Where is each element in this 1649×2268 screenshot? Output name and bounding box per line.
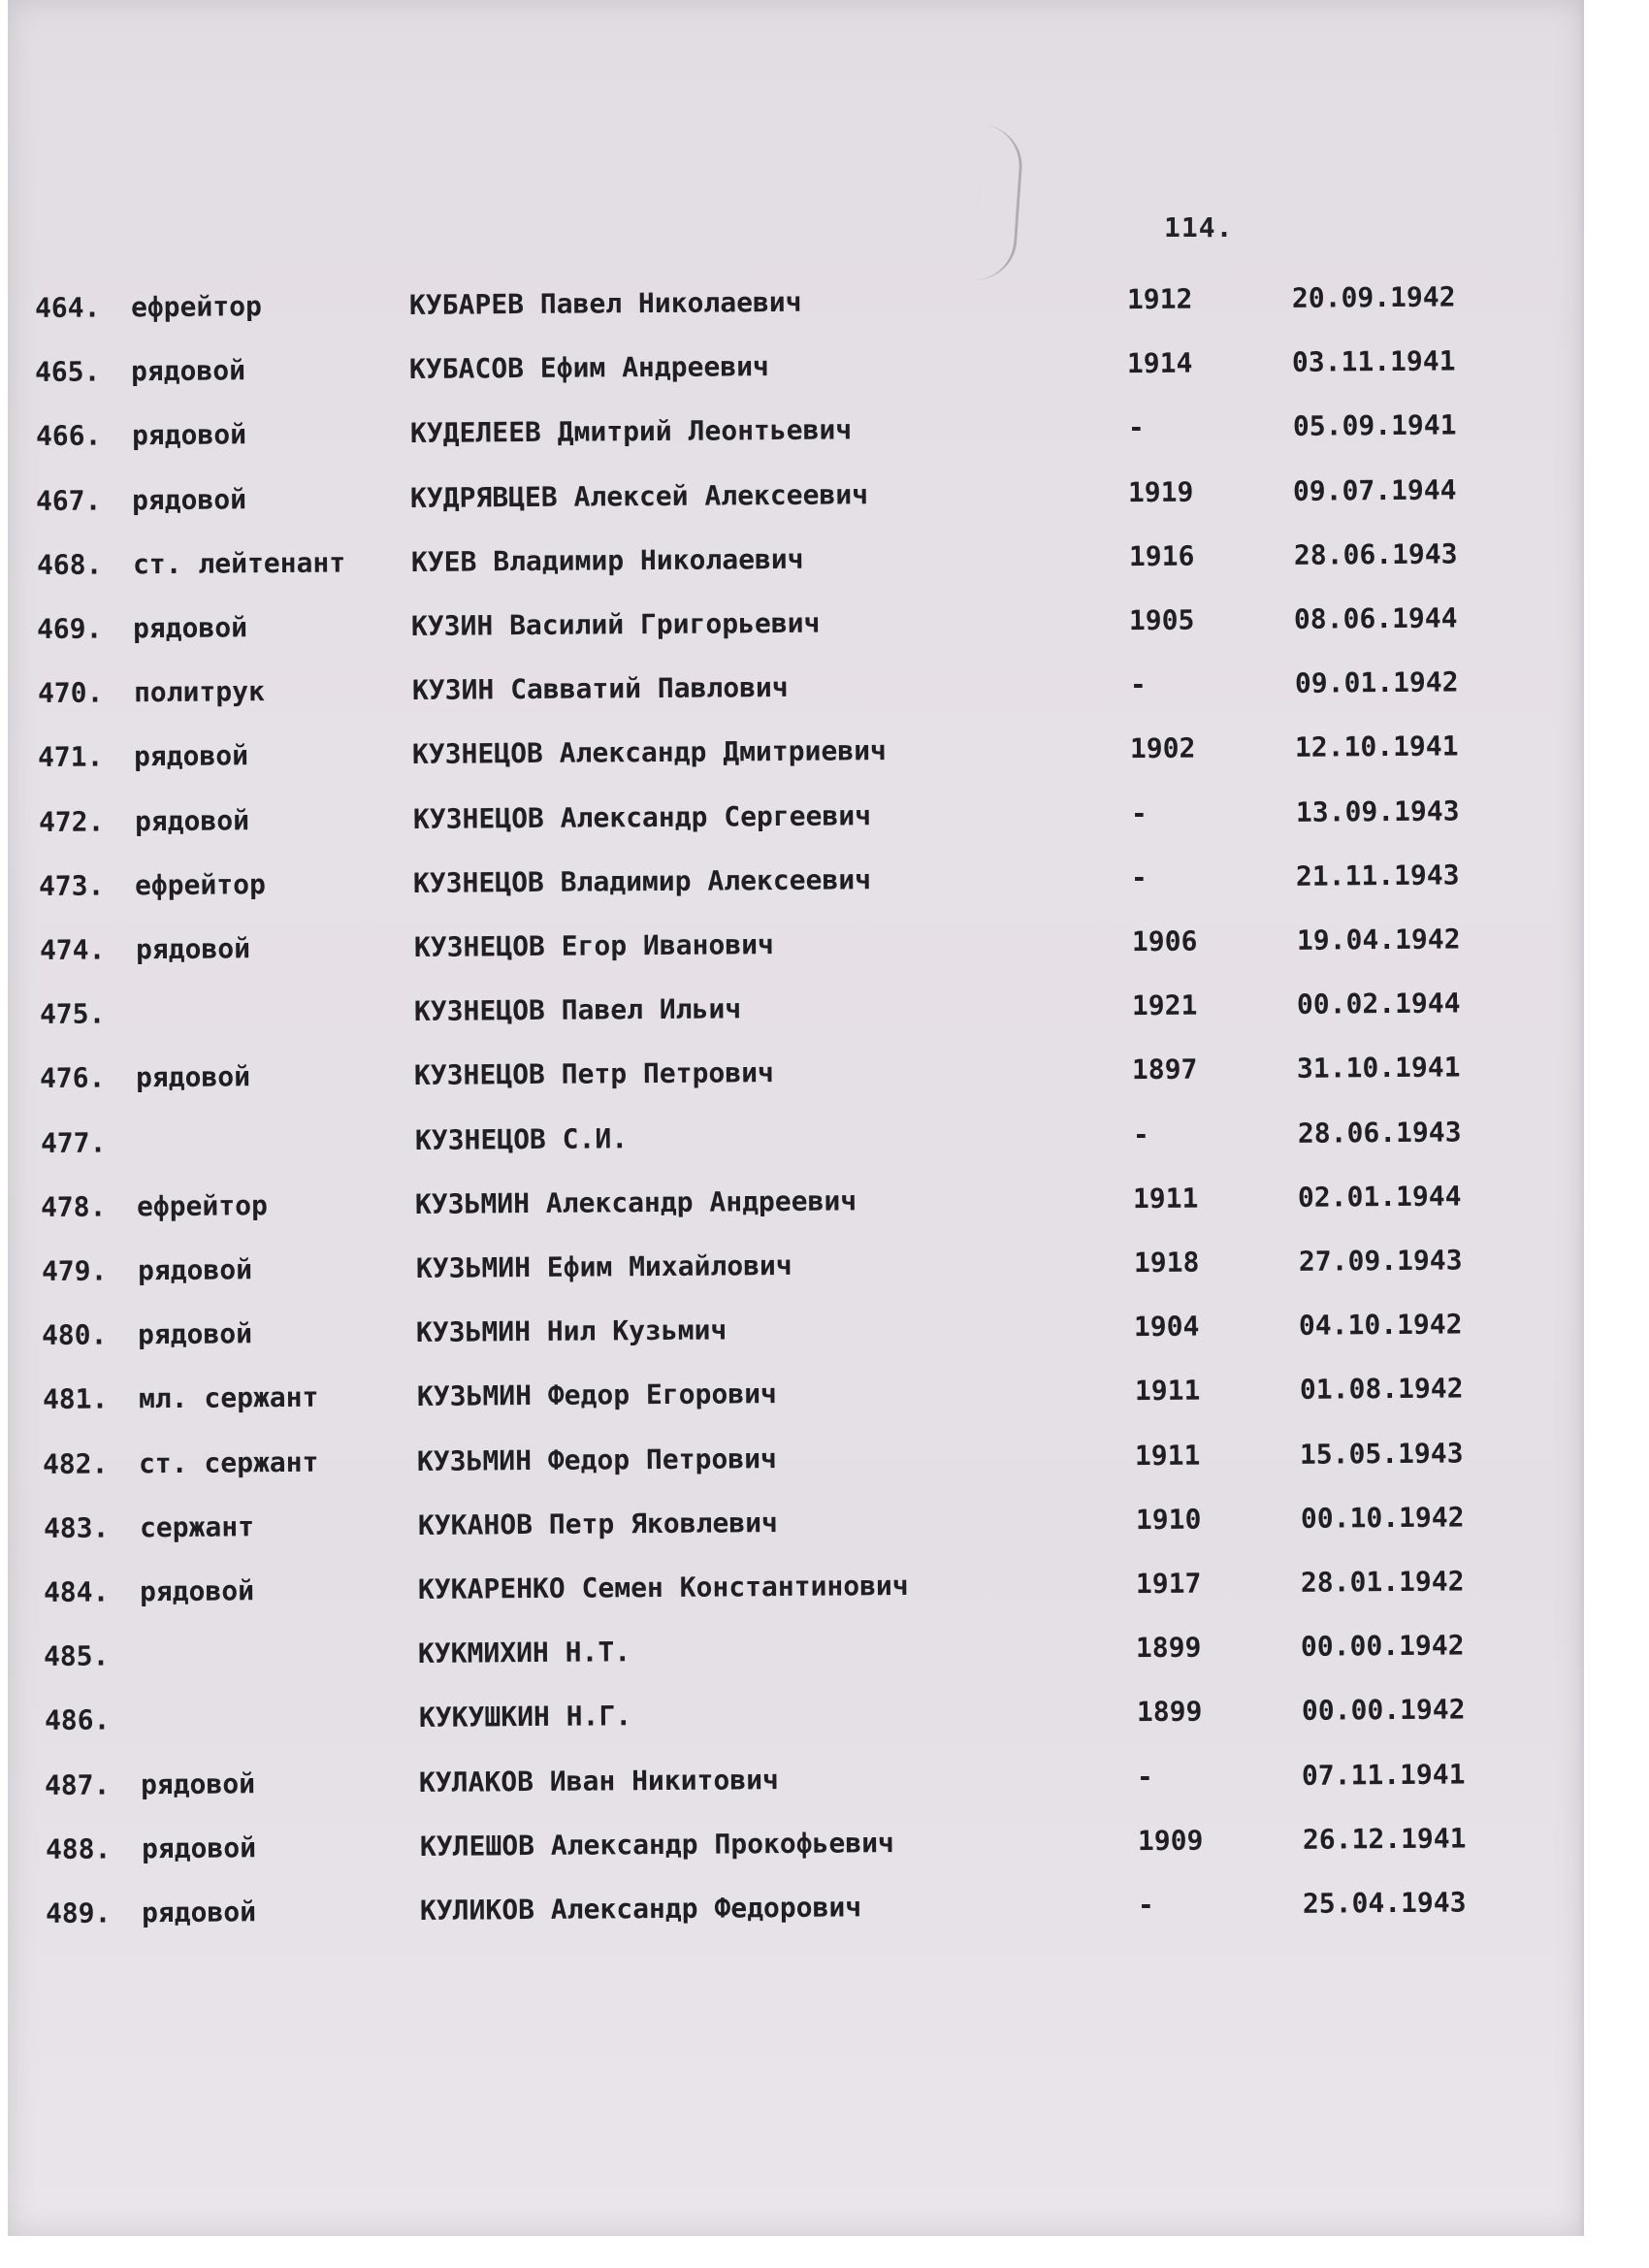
entry-date: 26.12.1941 — [1302, 1822, 1467, 1856]
list-item — [43, 1496, 1556, 1550]
entry-birth-year: - — [1132, 1118, 1149, 1150]
page-number: 114. — [1164, 211, 1234, 243]
entry-number: 474. — [39, 933, 106, 966]
entry-date: 02.01.1944 — [1298, 1180, 1462, 1214]
entry-rank: рядовой — [136, 1060, 251, 1094]
entry-rank: рядовой — [134, 739, 249, 773]
list-item — [42, 1367, 1555, 1421]
entry-name: КУКАНОВ Петр Яковлевич — [417, 1506, 778, 1541]
entry-birth-year: - — [1130, 860, 1148, 893]
entry-birth-year: 1906 — [1131, 924, 1198, 958]
entry-number: 479. — [41, 1254, 108, 1287]
entry-number: 481. — [42, 1382, 109, 1416]
list-item — [36, 404, 1549, 458]
entry-name: КУЛЕШОВ Александр Прокофьевич — [419, 1826, 894, 1863]
entry-number: 476. — [40, 1061, 106, 1095]
entry-number: 469. — [37, 612, 103, 645]
entry-rank: рядовой — [134, 803, 249, 837]
entry-date: 07.11.1941 — [1302, 1758, 1467, 1792]
entry-name: КУЗНЕЦОВ Павел Ильич — [413, 992, 742, 1028]
entry-number: 465. — [35, 355, 101, 389]
entry-birth-year: 1911 — [1134, 1439, 1201, 1472]
list-item — [37, 597, 1550, 651]
entry-birth-year: - — [1138, 1889, 1155, 1922]
entry-rank: рядовой — [133, 611, 248, 645]
entry-rank: рядовой — [138, 1317, 253, 1351]
entry-number: 471. — [38, 740, 104, 774]
entry-date: 28.06.1943 — [1293, 537, 1458, 571]
list-item — [46, 1881, 1559, 1935]
entry-name: КУЗЬМИН Федор Егорович — [416, 1377, 777, 1413]
list-item — [36, 468, 1549, 522]
entry-birth-year: 1899 — [1136, 1696, 1203, 1729]
entry-number: 475. — [39, 997, 106, 1031]
entry-name: КУЗНЕЦОВ Александр Сергеевич — [412, 798, 871, 835]
list-item — [43, 1431, 1556, 1485]
entry-rank: политрук — [133, 675, 265, 709]
entry-date: 21.11.1943 — [1295, 859, 1460, 892]
entry-date: 08.06.1944 — [1294, 601, 1458, 635]
entry-date: 00.00.1942 — [1301, 1629, 1466, 1664]
entry-date: 05.09.1941 — [1292, 408, 1457, 443]
entry-name: КУЕВ Владимир Николаевич — [410, 542, 804, 578]
entry-rank: рядовой — [131, 354, 246, 388]
list-item — [46, 1817, 1559, 1871]
entry-birth-year: 1902 — [1129, 732, 1196, 765]
list-item — [39, 854, 1552, 908]
entry-rank: рядовой — [132, 482, 247, 516]
entry-date: 00.00.1942 — [1301, 1693, 1466, 1728]
entry-name: КУБАРЕВ Павел Николаевич — [408, 285, 802, 321]
list-item — [38, 725, 1551, 779]
entry-birth-year: 1917 — [1135, 1567, 1202, 1601]
entry-rank: ефрейтор — [134, 867, 267, 902]
entry-rank: рядовой — [131, 418, 247, 452]
entry-birth-year: 1916 — [1128, 539, 1195, 572]
entry-birth-year: - — [1127, 411, 1145, 444]
entry-number: 483. — [43, 1511, 110, 1544]
entry-date: 31.10.1941 — [1297, 1051, 1462, 1085]
entry-name: КУКАРЕНКО Семен Константинович — [417, 1569, 909, 1605]
entry-name: КУБАСОВ Ефим Андреевич — [409, 350, 770, 386]
list-item — [41, 1110, 1554, 1164]
entry-birth-year: 1897 — [1132, 1053, 1198, 1086]
entry-date: 04.10.1942 — [1299, 1308, 1463, 1343]
entry-birth-year: 1909 — [1137, 1824, 1204, 1857]
list-item — [35, 340, 1548, 394]
entry-number: 486. — [44, 1703, 111, 1737]
list-item — [39, 918, 1552, 972]
entry-number: 480. — [42, 1318, 108, 1352]
entry-birth-year: 1905 — [1129, 603, 1195, 637]
list-item — [45, 1752, 1558, 1806]
entry-date: 20.09.1942 — [1291, 280, 1456, 314]
entry-rank: ефрейтор — [130, 290, 262, 324]
list-item — [38, 789, 1551, 843]
entry-date: 01.08.1942 — [1299, 1372, 1464, 1407]
list-item — [41, 1175, 1554, 1229]
entry-date: 13.09.1943 — [1295, 794, 1460, 828]
entry-birth-year: 1910 — [1135, 1503, 1202, 1536]
entry-name: КУЗЬМИН Ефим Михайлович — [415, 1248, 792, 1284]
entry-birth-year: 1911 — [1134, 1375, 1201, 1408]
entry-name: КУЗНЕЦОВ Александр Дмитриевич — [411, 734, 888, 771]
entry-name: КУЗНЕЦОВ С.И. — [414, 1121, 629, 1156]
entry-name: КУЛАКОВ Иван Никитович — [419, 1763, 780, 1798]
entry-rank: мл. сержант — [138, 1381, 319, 1415]
entry-name: КУЗЬМИН Нил Кузьмич — [416, 1313, 728, 1349]
entry-birth-year: 1904 — [1134, 1310, 1200, 1344]
entry-birth-year: 1911 — [1133, 1182, 1199, 1215]
entry-rank: рядовой — [141, 1766, 256, 1800]
list-item — [40, 982, 1553, 1036]
entry-date: 09.01.1942 — [1294, 665, 1459, 700]
entry-name: КУЗИН Василий Григорьевич — [411, 606, 821, 642]
list-item — [44, 1560, 1557, 1614]
entry-name: КУЛИКОВ Александр Федорович — [420, 1891, 862, 1927]
entry-date: 25.04.1943 — [1303, 1886, 1467, 1920]
entry-name: КУЗЬМИН Федор Петрович — [416, 1442, 778, 1477]
list-item — [42, 1303, 1555, 1357]
entry-birth-year: 1914 — [1127, 346, 1193, 380]
entry-number: 468. — [36, 548, 103, 581]
list-item — [40, 1046, 1553, 1100]
entry-name: КУЗИН Савватий Павлович — [411, 671, 789, 707]
entry-rank: рядовой — [142, 1895, 257, 1929]
entry-number: 482. — [42, 1447, 109, 1480]
entry-rank: сержант — [139, 1510, 254, 1544]
entry-name: КУДЕЛЕЕВ Дмитрий Леонтьевич — [409, 413, 853, 450]
entry-birth-year: 1918 — [1133, 1246, 1200, 1280]
entry-rank: ефрейтор — [137, 1188, 269, 1223]
entry-rank: рядовой — [135, 932, 250, 966]
entry-rank: ст. сержант — [138, 1445, 319, 1479]
entry-name: КУКУШКИН Н.Г. — [418, 1700, 632, 1734]
entry-birth-year: 1912 — [1126, 282, 1193, 316]
entry-date: 27.09.1943 — [1298, 1244, 1463, 1278]
list-item — [45, 1688, 1558, 1742]
entry-birth-year: - — [1129, 668, 1147, 701]
entry-date: 28.06.1943 — [1297, 1116, 1462, 1150]
entry-birth-year: 1919 — [1128, 475, 1194, 508]
entry-number: 487. — [45, 1768, 111, 1801]
entry-date: 19.04.1942 — [1296, 923, 1461, 956]
entry-date: 00.10.1942 — [1300, 1501, 1465, 1535]
entry-number: 488. — [45, 1832, 112, 1865]
entry-date: 28.01.1942 — [1300, 1565, 1465, 1599]
list-item — [42, 1239, 1555, 1293]
entry-number: 489. — [46, 1896, 112, 1929]
entry-name: КУЗНЕЦОВ Егор Иванович — [413, 928, 774, 963]
entry-birth-year: 1899 — [1136, 1631, 1202, 1665]
entry-number: 464. — [34, 291, 101, 324]
entry-birth-year: - — [1130, 796, 1148, 829]
entry-name: КУЗЬМИН Александр Андреевич — [415, 1184, 857, 1220]
entry-name: КУЗНЕЦОВ Петр Петрович — [414, 1056, 775, 1092]
entry-number: 467. — [36, 484, 102, 517]
entry-number: 472. — [38, 805, 105, 838]
list-item — [35, 275, 1548, 330]
list-item — [38, 661, 1551, 715]
entry-name: КУЗНЕЦОВ Владимир Алексеевич — [412, 863, 872, 899]
entry-rank: ст. лейтенант — [132, 546, 346, 581]
entry-number: 485. — [44, 1639, 110, 1673]
entry-number: 484. — [43, 1575, 110, 1608]
entry-date: 12.10.1941 — [1294, 729, 1459, 764]
entry-date: 15.05.1943 — [1299, 1437, 1464, 1471]
entry-name: КУДРЯВЦЕВ Алексей Алексеевич — [410, 477, 869, 514]
entry-date: 00.02.1944 — [1296, 987, 1461, 1021]
entry-date: 09.07.1944 — [1293, 473, 1458, 507]
entry-number: 470. — [37, 676, 104, 710]
entry-number: 473. — [38, 869, 105, 902]
list-item — [37, 533, 1550, 587]
list-item — [44, 1624, 1557, 1678]
entry-birth-year: - — [1137, 1760, 1154, 1793]
entry-rank: рядовой — [137, 1253, 252, 1287]
entry-name: КУКМИХИН Н.Т. — [418, 1636, 631, 1670]
entry-number: 478. — [41, 1190, 107, 1223]
entry-number: 466. — [35, 419, 102, 453]
entry-date: 03.11.1941 — [1292, 344, 1457, 379]
entry-rank: рядовой — [139, 1574, 255, 1608]
entry-birth-year: 1921 — [1131, 988, 1198, 1022]
entry-rank: рядовой — [141, 1831, 256, 1865]
entry-number: 477. — [40, 1126, 107, 1159]
